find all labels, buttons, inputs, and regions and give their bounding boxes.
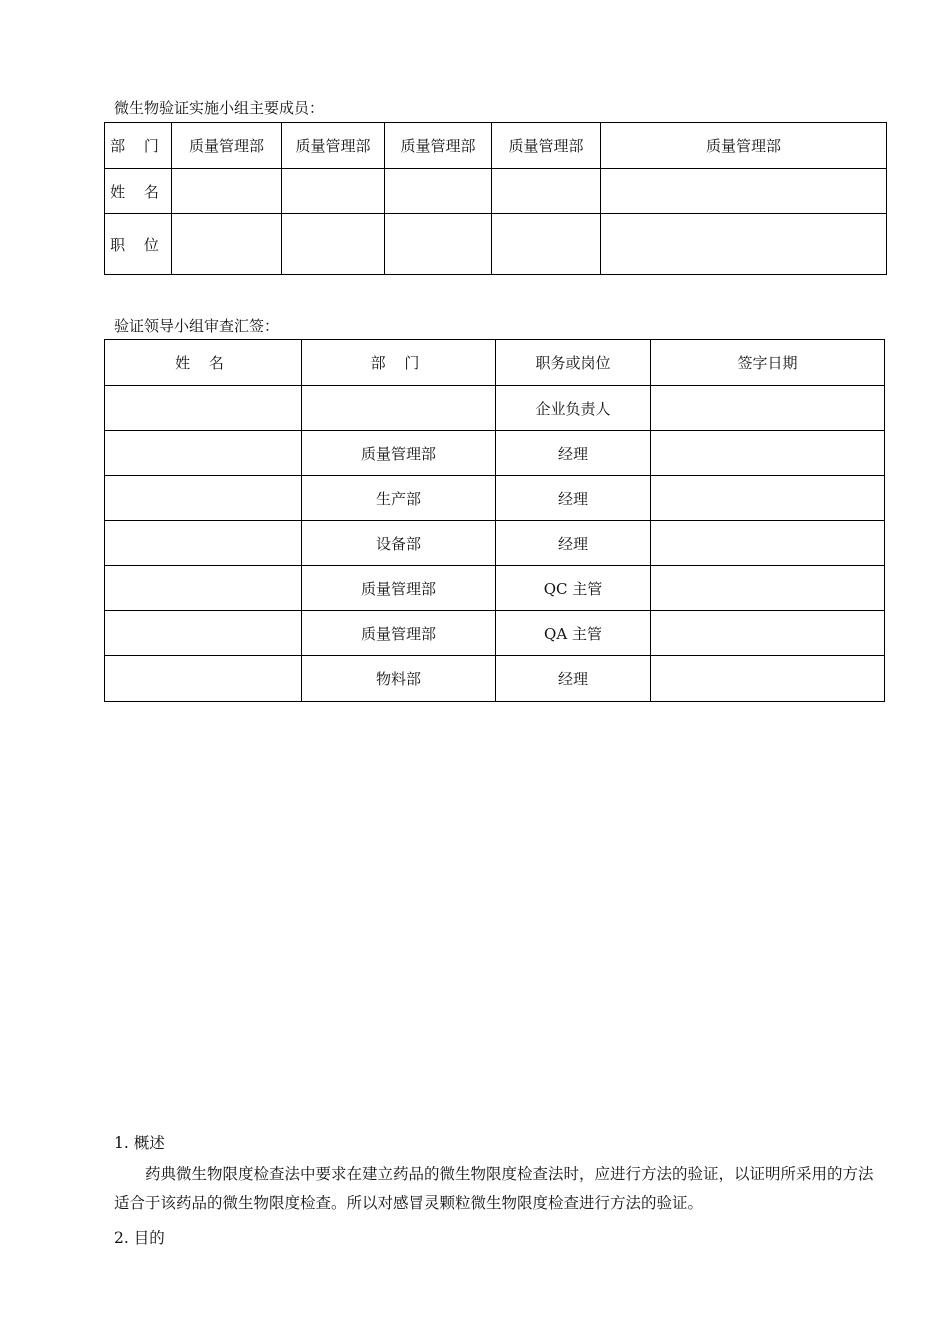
review-name-cell[interactable] — [105, 476, 302, 521]
team-dept-cell: 质量管理部 — [282, 123, 385, 169]
review-role-cell: 企业负责人 — [496, 386, 651, 431]
team-label-name: 姓 名 — [105, 169, 172, 214]
review-date-cell[interactable] — [651, 386, 885, 431]
review-dept-cell: 质量管理部 — [302, 566, 496, 611]
section-1-paragraph: 药典微生物限度检查法中要求在建立药品的微生物限度检查法时，应进行方法的验证，以证明所采用的方法适合于该药品的微生物限度检查。所以对感冒灵颗粒微生物限度检查进行方法的验证。 — [114, 1165, 874, 1212]
review-date-cell[interactable] — [651, 431, 885, 476]
review-date-cell[interactable] — [651, 476, 885, 521]
team-dept-cell: 质量管理部 — [492, 123, 601, 169]
team-position-row — [105, 214, 887, 275]
review-name-cell[interactable] — [105, 521, 302, 566]
team-position-cell[interactable] — [172, 214, 282, 275]
review-dept-cell: 设备部 — [302, 521, 496, 566]
review-header-date: 签字日期 — [651, 340, 885, 386]
review-role-cell: QA 主管 — [496, 611, 651, 656]
team-label-dept: 部 门 — [105, 123, 172, 169]
review-date-cell[interactable] — [651, 656, 885, 702]
review-row — [105, 566, 885, 611]
team-position-cell[interactable] — [601, 214, 887, 275]
review-name-cell[interactable] — [105, 431, 302, 476]
team-position-cell[interactable] — [282, 214, 385, 275]
review-dept-cell: 物料部 — [302, 656, 496, 702]
review-name-cell[interactable] — [105, 566, 302, 611]
review-table — [104, 339, 885, 702]
review-name-cell[interactable] — [105, 656, 302, 702]
review-name-cell[interactable] — [105, 611, 302, 656]
review-role-cell: 经理 — [496, 431, 651, 476]
team-table — [104, 122, 887, 275]
review-dept-cell: 生产部 — [302, 476, 496, 521]
review-header-row — [105, 340, 885, 386]
team-caption: 微生物验证实施小组主要成员： — [114, 99, 325, 117]
review-row — [105, 656, 885, 702]
review-role-cell: 经理 — [496, 521, 651, 566]
team-dept-row — [105, 123, 887, 169]
section-1-heading: 1. 概述 — [114, 1134, 165, 1152]
review-row — [105, 386, 885, 431]
team-name-cell[interactable] — [385, 169, 492, 214]
review-date-cell[interactable] — [651, 566, 885, 611]
review-dept-cell — [302, 386, 496, 431]
team-name-cell[interactable] — [601, 169, 887, 214]
team-dept-cell: 质量管理部 — [601, 123, 887, 169]
team-position-cell[interactable] — [385, 214, 492, 275]
team-label-position: 职 位 — [105, 214, 172, 275]
team-name-cell[interactable] — [172, 169, 282, 214]
review-date-cell[interactable] — [651, 521, 885, 566]
review-header-name: 姓 名 — [105, 340, 302, 386]
review-dept-cell: 质量管理部 — [302, 611, 496, 656]
review-dept-cell: 质量管理部 — [302, 431, 496, 476]
team-dept-cell: 质量管理部 — [172, 123, 282, 169]
review-role-cell: 经理 — [496, 656, 651, 702]
review-header-role: 职务或岗位 — [496, 340, 651, 386]
review-role-cell: 经理 — [496, 476, 651, 521]
team-dept-cell: 质量管理部 — [385, 123, 492, 169]
review-row — [105, 611, 885, 656]
review-role-cell: QC 主管 — [496, 566, 651, 611]
team-name-row — [105, 169, 887, 214]
review-name-cell[interactable] — [105, 386, 302, 431]
review-row — [105, 521, 885, 566]
section-2-heading: 2. 目的 — [114, 1229, 165, 1247]
review-row — [105, 431, 885, 476]
review-date-cell[interactable] — [651, 611, 885, 656]
team-name-cell[interactable] — [282, 169, 385, 214]
review-caption: 验证领导小组审查汇签： — [114, 317, 280, 335]
review-header-dept: 部 门 — [302, 340, 496, 386]
team-position-cell[interactable] — [492, 214, 601, 275]
team-name-cell[interactable] — [492, 169, 601, 214]
review-row — [105, 476, 885, 521]
